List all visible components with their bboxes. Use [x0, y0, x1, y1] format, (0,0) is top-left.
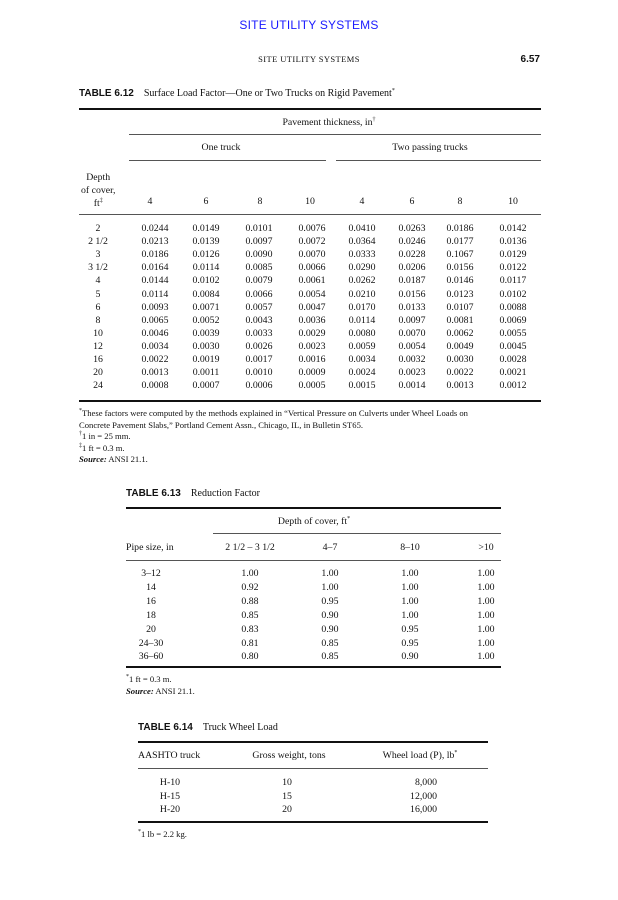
- reduction-cell: 1.00: [477, 624, 495, 635]
- factor-cell: 0.0244: [141, 223, 169, 234]
- group-rule-two: [336, 160, 541, 161]
- factor-cell: 0.0164: [141, 262, 169, 273]
- factor-cell: 0.0029: [298, 328, 326, 339]
- reduction-cell: 0.92: [241, 582, 259, 593]
- factor-cell: 0.0033: [245, 328, 273, 339]
- factor-cell: 0.0410: [348, 223, 376, 234]
- depth-cell: 20: [93, 367, 103, 378]
- reduction-cell: 1.00: [321, 582, 339, 593]
- factor-cell: 0.0146: [446, 275, 474, 286]
- table-6-13-notes: *1 ft = 0.3 m. Source: ANSI 21.1.: [126, 674, 195, 696]
- reduction-cell: 0.85: [321, 651, 339, 662]
- factor-cell: 0.0069: [499, 315, 527, 326]
- factor-cell: 0.0114: [192, 262, 220, 273]
- table-top-rule: [126, 507, 501, 509]
- factor-cell: 0.0023: [398, 367, 426, 378]
- truck-cell: H-15: [159, 791, 181, 802]
- factor-cell: 0.0030: [192, 341, 220, 352]
- factor-cell: 0.0102: [499, 289, 527, 300]
- factor-cell: 0.0049: [446, 341, 474, 352]
- factor-cell: 0.0022: [446, 367, 474, 378]
- table-bottom-rule: [79, 400, 541, 402]
- reduction-cell: 1.00: [401, 610, 419, 621]
- factor-cell: 0.0012: [499, 380, 527, 391]
- factor-cell: 0.0136: [499, 236, 527, 247]
- factor-cell: 0.0043: [245, 315, 273, 326]
- factor-cell: 0.0023: [298, 341, 326, 352]
- page-number: 6.57: [520, 54, 540, 65]
- depth-cell: 6: [95, 302, 101, 313]
- factor-cell: 0.0133: [398, 302, 426, 313]
- table-6-14-caption: [138, 722, 278, 733]
- pipe-size-cell: 16: [146, 596, 156, 607]
- table-6-12-notes: *These factors were computed by the methods explained in “Vertical Pressure on Culverts under Wheel Loads on Concrete Pavement Slabs,” Portland Cement Assn., Chicago, IL, in Bulletin ST65. †1 in = 25 mm. ‡1 ft = 0.3 m. Source: ANSI 21.1.: [79, 408, 468, 464]
- factor-cell: 0.0015: [348, 380, 376, 391]
- factor-cell: 0.0101: [245, 223, 273, 234]
- reduction-cell: 0.83: [241, 624, 259, 635]
- factor-cell: 0.0045: [499, 341, 527, 352]
- factor-cell: 0.0066: [245, 289, 273, 300]
- factor-cell: 0.0206: [398, 262, 426, 273]
- factor-cell: 0.0057: [245, 302, 273, 313]
- factor-cell: 0.0019: [192, 354, 220, 365]
- factor-cell: 0.0170: [348, 302, 376, 313]
- factor-cell: 0.0097: [398, 315, 426, 326]
- factor-cell: 0.0030: [446, 354, 474, 365]
- group-rule-one: [129, 160, 326, 161]
- col-header-truck: AASHTO truck: [138, 750, 201, 761]
- reduction-cell: 1.00: [477, 638, 495, 649]
- table-bottom-rule: [126, 666, 501, 668]
- col-header-gross: Gross weight, tons: [252, 750, 326, 761]
- factor-cell: 0.0333: [348, 249, 376, 260]
- factor-cell: 0.0022: [141, 354, 169, 365]
- thickness-col-header: 6: [409, 196, 415, 207]
- top-title: SITE UTILITY SYSTEMS: [239, 18, 379, 32]
- reduction-cell: 0.81: [241, 638, 259, 649]
- pipe-size-cell: 3–12: [141, 568, 161, 579]
- factor-cell: 0.0034: [348, 354, 376, 365]
- depth-cell: 3 1/2: [88, 262, 108, 273]
- factor-cell: 0.0071: [192, 302, 220, 313]
- factor-cell: 0.0054: [398, 341, 426, 352]
- factor-cell: 0.0139: [192, 236, 220, 247]
- reduction-cell: 1.00: [477, 651, 495, 662]
- depth-cell: 10: [93, 328, 103, 339]
- thickness-col-header: 10: [508, 196, 518, 207]
- factor-cell: 0.0102: [192, 275, 220, 286]
- reduction-cell: 0.88: [241, 596, 259, 607]
- factor-cell: 0.0126: [192, 249, 220, 260]
- reduction-cell: 1.00: [477, 596, 495, 607]
- factor-cell: 0.0080: [348, 328, 376, 339]
- factor-cell: 0.0129: [499, 249, 527, 260]
- table-title: Truck Wheel Load: [202, 722, 278, 733]
- depth-col-header: 2 1/2 – 3 1/2: [225, 542, 275, 553]
- footnote-mark: *: [391, 88, 395, 94]
- table-title: Reduction Factor: [190, 488, 260, 499]
- reduction-cell: 1.00: [477, 568, 495, 579]
- group-header-two-trucks: Two passing trucks: [392, 142, 468, 153]
- depth-cell: 3: [95, 249, 101, 260]
- col-header-wheel: Wheel load (P), lb*: [382, 750, 458, 761]
- factor-cell: 0.0013: [141, 367, 169, 378]
- factor-cell: 0.0065: [141, 315, 169, 326]
- table-bottom-rule: [138, 821, 488, 823]
- factor-cell: 0.0005: [298, 380, 326, 391]
- factor-cell: 0.0072: [298, 236, 326, 247]
- factor-cell: 0.0066: [298, 262, 326, 273]
- factor-cell: 0.0107: [446, 302, 474, 313]
- factor-cell: 0.0246: [398, 236, 426, 247]
- factor-cell: 0.0097: [245, 236, 273, 247]
- stub-header: Pipe size, in: [126, 542, 174, 553]
- gross-weight-cell: 15: [282, 791, 292, 802]
- factor-cell: 0.0059: [348, 341, 376, 352]
- thickness-col-header: 8: [457, 196, 463, 207]
- factor-cell: 0.0228: [398, 249, 426, 260]
- factor-cell: 0.0186: [446, 223, 474, 234]
- spanner-header: Pavement thickness, in†: [282, 117, 376, 128]
- factor-cell: 0.0009: [298, 367, 326, 378]
- depth-cell: 24: [93, 380, 103, 391]
- table-title: Surface Load Factor—One or Two Trucks on Rigid Pavement: [143, 88, 392, 99]
- table-top-rule: [138, 741, 488, 743]
- factor-cell: 0.0076: [298, 223, 326, 234]
- table-number: TABLE 6.13: [126, 488, 181, 499]
- reduction-cell: 1.00: [321, 568, 339, 579]
- depth-col-header: >10: [478, 542, 494, 553]
- factor-cell: 0.0034: [141, 341, 169, 352]
- gross-weight-cell: 20: [282, 804, 292, 815]
- stub-header: Depth of cover, ft‡: [81, 172, 116, 209]
- factor-cell: 0.0186: [141, 249, 169, 260]
- thickness-col-header: 6: [203, 196, 209, 207]
- factor-cell: 0.0007: [192, 380, 220, 391]
- thickness-col-header: 10: [305, 196, 315, 207]
- factor-cell: 0.0014: [398, 380, 426, 391]
- factor-cell: 0.0079: [245, 275, 273, 286]
- truck-cell: H-10: [159, 777, 181, 788]
- wheel-load-cell: 12,000: [410, 791, 437, 802]
- depth-cell: 12: [93, 341, 103, 352]
- reduction-cell: 0.95: [321, 596, 339, 607]
- factor-cell: 0.0054: [298, 289, 326, 300]
- reduction-cell: 0.80: [241, 651, 259, 662]
- factor-cell: 0.0156: [446, 262, 474, 273]
- table-top-rule: [79, 108, 541, 110]
- factor-cell: 0.1067: [446, 249, 474, 260]
- factor-cell: 0.0013: [446, 380, 474, 391]
- group-header-one-truck: One truck: [201, 142, 241, 153]
- factor-cell: 0.0055: [499, 328, 527, 339]
- factor-cell: 0.0144: [141, 275, 169, 286]
- factor-cell: 0.0070: [398, 328, 426, 339]
- pipe-size-cell: 24–30: [138, 638, 164, 649]
- reduction-cell: 0.85: [321, 638, 339, 649]
- reduction-cell: 1.00: [477, 582, 495, 593]
- factor-cell: 0.0021: [499, 367, 527, 378]
- factor-cell: 0.0016: [298, 354, 326, 365]
- pipe-size-cell: 14: [146, 582, 156, 593]
- reduction-cell: 0.85: [241, 610, 259, 621]
- factor-cell: 0.0011: [192, 367, 220, 378]
- factor-cell: 0.0187: [398, 275, 426, 286]
- factor-cell: 0.0210: [348, 289, 376, 300]
- wheel-load-cell: 8,000: [414, 777, 437, 788]
- factor-cell: 0.0213: [141, 236, 169, 247]
- thickness-col-header: 4: [359, 196, 365, 207]
- wheel-load-cell: 16,000: [410, 804, 437, 815]
- reduction-cell: 0.95: [401, 638, 419, 649]
- factor-cell: 0.0123: [446, 289, 474, 300]
- thickness-col-header: 8: [257, 196, 263, 207]
- reduction-cell: 1.00: [241, 568, 259, 579]
- factor-cell: 0.0017: [245, 354, 273, 365]
- factor-cell: 0.0093: [141, 302, 169, 313]
- reduction-cell: 0.95: [401, 624, 419, 635]
- table-number: TABLE 6.14: [138, 722, 193, 733]
- factor-cell: 0.0114: [141, 289, 169, 300]
- pipe-size-cell: 36–60: [138, 651, 164, 662]
- factor-cell: 0.0046: [141, 328, 169, 339]
- factor-cell: 0.0062: [446, 328, 474, 339]
- factor-cell: 0.0010: [245, 367, 273, 378]
- spanner-header: Depth of cover, ft*: [277, 516, 351, 527]
- factor-cell: 0.0088: [499, 302, 527, 313]
- pipe-size-cell: 18: [146, 610, 156, 621]
- reduction-cell: 0.90: [401, 651, 419, 662]
- factor-cell: 0.0047: [298, 302, 326, 313]
- reduction-cell: 1.00: [401, 582, 419, 593]
- thickness-col-header: 4: [147, 196, 153, 207]
- factor-cell: 0.0114: [348, 315, 376, 326]
- depth-cell: 2: [95, 223, 101, 234]
- factor-cell: 0.0149: [192, 223, 220, 234]
- gross-weight-cell: 10: [282, 777, 292, 788]
- spanner-rule: [129, 134, 541, 135]
- table-6-12-caption: [79, 88, 395, 99]
- depth-cell: 5: [95, 289, 101, 300]
- running-head: SITE UTILITY SYSTEMS: [258, 54, 360, 64]
- factor-cell: 0.0070: [298, 249, 326, 260]
- factor-cell: 0.0085: [245, 262, 273, 273]
- factor-cell: 0.0061: [298, 275, 326, 286]
- truck-cell: H-20: [159, 804, 181, 815]
- factor-cell: 0.0039: [192, 328, 220, 339]
- factor-cell: 0.0090: [245, 249, 273, 260]
- header-bottom-rule: [138, 768, 488, 769]
- factor-cell: 0.0084: [192, 289, 220, 300]
- factor-cell: 0.0177: [446, 236, 474, 247]
- factor-cell: 0.0026: [245, 341, 273, 352]
- factor-cell: 0.0028: [499, 354, 527, 365]
- factor-cell: 0.0008: [141, 380, 169, 391]
- reduction-cell: 1.00: [477, 610, 495, 621]
- factor-cell: 0.0142: [499, 223, 527, 234]
- reduction-cell: 0.90: [321, 624, 339, 635]
- pipe-size-cell: 20: [146, 624, 156, 635]
- factor-cell: 0.0032: [398, 354, 426, 365]
- factor-cell: 0.0156: [398, 289, 426, 300]
- factor-cell: 0.0036: [298, 315, 326, 326]
- reduction-cell: 1.00: [401, 596, 419, 607]
- factor-cell: 0.0263: [398, 223, 426, 234]
- depth-cell: 8: [95, 315, 101, 326]
- factor-cell: 0.0290: [348, 262, 376, 273]
- spanner-rule: [213, 533, 501, 534]
- factor-cell: 0.0081: [446, 315, 474, 326]
- factor-cell: 0.0262: [348, 275, 376, 286]
- reduction-cell: 1.00: [401, 568, 419, 579]
- factor-cell: 0.0024: [348, 367, 376, 378]
- header-bottom-rule: [79, 214, 541, 215]
- factor-cell: 0.0006: [245, 380, 273, 391]
- table-6-13-caption: [126, 488, 260, 499]
- depth-cell: 4: [95, 275, 101, 286]
- depth-col-header: 8–10: [400, 542, 420, 553]
- table-6-14-notes: *1 lb = 2.2 kg.: [138, 829, 187, 839]
- depth-cell: 16: [93, 354, 103, 365]
- factor-cell: 0.0122: [499, 262, 527, 273]
- depth-cell: 2 1/2: [88, 236, 108, 247]
- factor-cell: 0.0117: [499, 275, 527, 286]
- header-bottom-rule: [126, 560, 501, 561]
- factor-cell: 0.0364: [348, 236, 376, 247]
- factor-cell: 0.0052: [192, 315, 220, 326]
- table-number: TABLE 6.12: [79, 88, 134, 99]
- depth-col-header: 4–7: [322, 542, 338, 553]
- reduction-cell: 0.90: [321, 610, 339, 621]
